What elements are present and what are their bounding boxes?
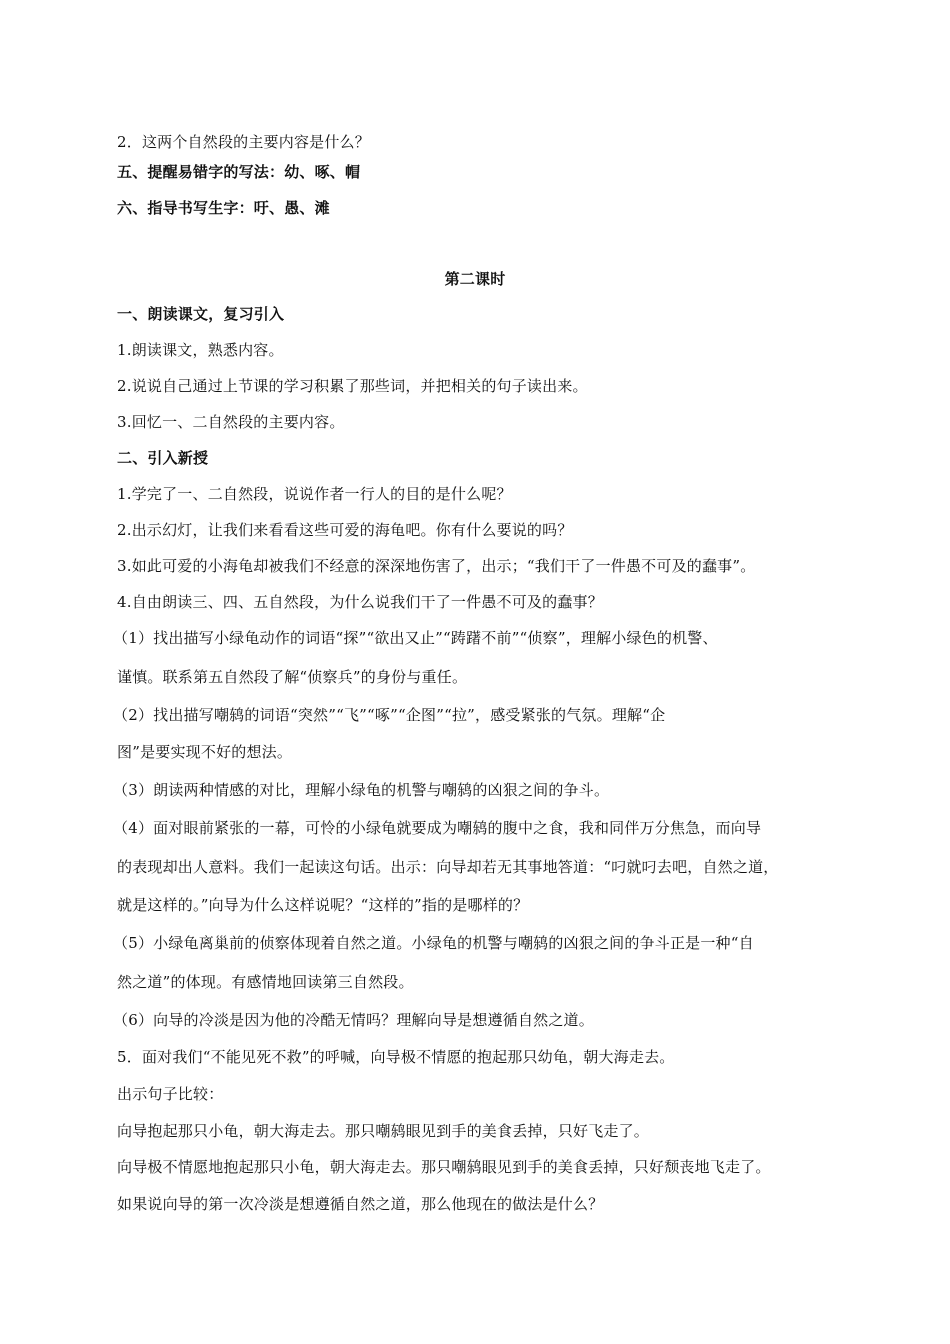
text-line: 就是这样的。”向导为什么这样说呢？“这样的”指的是哪样的？: [117, 896, 529, 914]
text-line: 5．面对我们“不能见死不救”的呼喊，向导极不情愿的抱起那只幼龟，朝大海走去。: [117, 1048, 675, 1066]
section-heading-2: 二、引入新授: [117, 449, 209, 467]
text-line: 1.朗读课文，熟悉内容。: [117, 341, 284, 359]
lesson-title: 第二课时: [444, 270, 506, 288]
text-line: 然之道”的体现。有感情地回读第三自然段。: [117, 973, 414, 991]
sub-item-1: （1）找出描写小绿龟动作的词语“探”“欲出又止”“踌躇不前”“侦察”，理解小绿色的机警、: [113, 629, 718, 647]
text-line: 的表现却出人意料。我们一起读这句话。出示：向导却若无其事地答道：“叼就叼去吧，自然之道，: [117, 858, 779, 876]
text-line: 图”是要实现不好的想法。: [117, 743, 293, 761]
section-heading-6: 六、指导书写生字：吁、愚、滩: [117, 199, 330, 217]
text-line: 2.出示幻灯，让我们来看看这些可爱的海龟吧。你有什么要说的吗？: [117, 521, 573, 539]
text-line: 3.如此可爱的小海龟却被我们不经意的深深地伤害了，出示；“我们干了一件愚不可及的蠢事”。: [117, 557, 756, 575]
sub-item-5: （5）小绿龟离巢前的侦察体现着自然之道。小绿龟的机警与嘲鸫的凶狠之间的争斗正是一种“自: [113, 934, 754, 952]
sub-item-6: （6）向导的冷淡是因为他的冷酷无情吗？理解向导是想遵循自然之道。: [113, 1011, 594, 1029]
sub-item-3: （3）朗读两种情感的对比，理解小绿龟的机警与嘲鸫的凶狠之间的争斗。: [113, 781, 610, 799]
text-line: 谨慎。联系第五自然段了解“侦察兵”的身份与重任。: [117, 668, 468, 686]
section-heading-5: 五、提醒易错字的写法：幼、啄、帽: [117, 163, 361, 181]
text-line: 2.说说自己通过上节课的学习积累了那些词，并把相关的句子读出来。: [117, 377, 588, 395]
text-line: 4.自由朗读三、四、五自然段，为什么说我们干了一件愚不可及的蠢事？: [117, 593, 603, 611]
sub-item-2: （2）找出描写嘲鸫的词语“突然”“飞”“啄”“企图”“拉”，感受紧张的气氛。理解“企: [113, 706, 666, 724]
text-line: 向导抱起那只小龟，朝大海走去。那只嘲鸫眼见到手的美食丢掉，只好飞走了。: [117, 1122, 650, 1140]
text-line: 出示句子比较：: [117, 1085, 224, 1103]
section-heading-1: 一、朗读课文，复习引入: [117, 305, 285, 323]
text-line: 1.学完了一、二自然段，说说作者一行人的目的是什么呢？: [117, 485, 512, 503]
text-line: 如果说向导的第一次冷淡是想遵循自然之道，那么他现在的做法是什么？: [117, 1195, 604, 1213]
sub-item-4: （4）面对眼前紧张的一幕，可怜的小绿龟就要成为嘲鸫的腹中之食，我和同伴万分焦急，而向导: [113, 819, 762, 837]
text-line: 3.回忆一、二自然段的主要内容。: [117, 413, 345, 431]
text-line: 向导极不情愿地抱起那只小龟，朝大海走去。那只嘲鸫眼见到手的美食丢掉，只好颓丧地飞走了。: [117, 1158, 771, 1176]
question-line: 2．这两个自然段的主要内容是什么？: [117, 133, 370, 151]
